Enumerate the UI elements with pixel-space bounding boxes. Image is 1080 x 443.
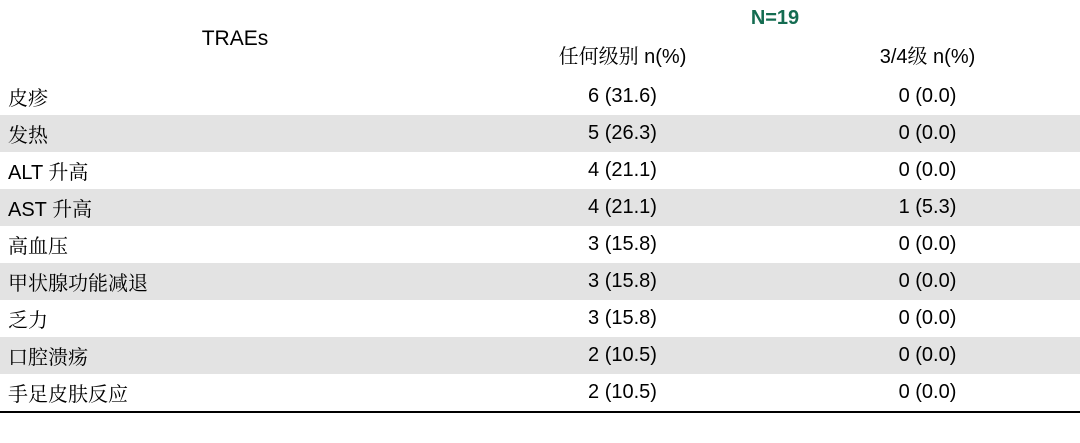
column-header-grade-34: 3/4级 n(%) bbox=[879, 45, 976, 68]
row-label: 高血压 bbox=[8, 236, 68, 258]
table-header-top-row bbox=[0, 0, 1080, 36]
column-header-traes: TRAEs bbox=[201, 27, 269, 50]
table-row bbox=[0, 115, 1080, 152]
table-row bbox=[0, 152, 1080, 189]
table-row bbox=[0, 374, 1080, 412]
table-row bbox=[0, 78, 1080, 115]
cell-any-grade: 3 (15.8) bbox=[470, 263, 775, 300]
cell-any-grade: 4 (21.1) bbox=[588, 159, 657, 181]
cell-grade-34: 0 (0.0) bbox=[898, 233, 957, 255]
cell-any-grade: 3 (15.8) bbox=[588, 307, 657, 329]
column-header-any-grade: 任何级别 n(%) bbox=[558, 45, 687, 68]
cell-grade-34: 0 (0.0) bbox=[775, 374, 1080, 412]
row-label: 甲状腺功能减退 bbox=[0, 263, 470, 300]
cell-any-grade: 6 (31.6) bbox=[588, 85, 657, 107]
table-row bbox=[0, 300, 1080, 337]
cell-grade-34: 0 (0.0) bbox=[775, 115, 1080, 152]
cell-any-grade: 3 (15.8) bbox=[588, 233, 657, 255]
row-label: AST 升高 bbox=[0, 189, 470, 226]
cell-grade-34: 0 (0.0) bbox=[775, 337, 1080, 374]
cell-grade-34: 1 (5.3) bbox=[775, 189, 1080, 226]
row-label: 皮疹 bbox=[8, 88, 48, 110]
cell-any-grade: 2 (10.5) bbox=[470, 337, 775, 374]
table-row bbox=[0, 337, 1080, 374]
row-label: 乏力 bbox=[8, 310, 48, 332]
table-row bbox=[0, 189, 1080, 226]
cell-grade-34: 0 (0.0) bbox=[775, 263, 1080, 300]
cell-grade-34: 0 (0.0) bbox=[898, 307, 957, 329]
cell-grade-34: 0 (0.0) bbox=[898, 85, 957, 107]
cell-any-grade: 5 (26.3) bbox=[470, 115, 775, 152]
row-label: 手足皮肤反应 bbox=[0, 374, 470, 412]
group-header-n: N=19 bbox=[750, 6, 800, 29]
cell-any-grade: 2 (10.5) bbox=[470, 374, 775, 412]
cell-grade-34: 0 (0.0) bbox=[898, 159, 957, 181]
table-body bbox=[0, 78, 1080, 412]
table-row bbox=[0, 263, 1080, 300]
row-label: 口腔溃疡 bbox=[0, 337, 470, 374]
row-label: ALT 升高 bbox=[8, 162, 89, 184]
row-label: 发热 bbox=[0, 115, 470, 152]
cell-any-grade: 4 (21.1) bbox=[470, 189, 775, 226]
table-row bbox=[0, 226, 1080, 263]
table-header bbox=[0, 0, 1080, 78]
